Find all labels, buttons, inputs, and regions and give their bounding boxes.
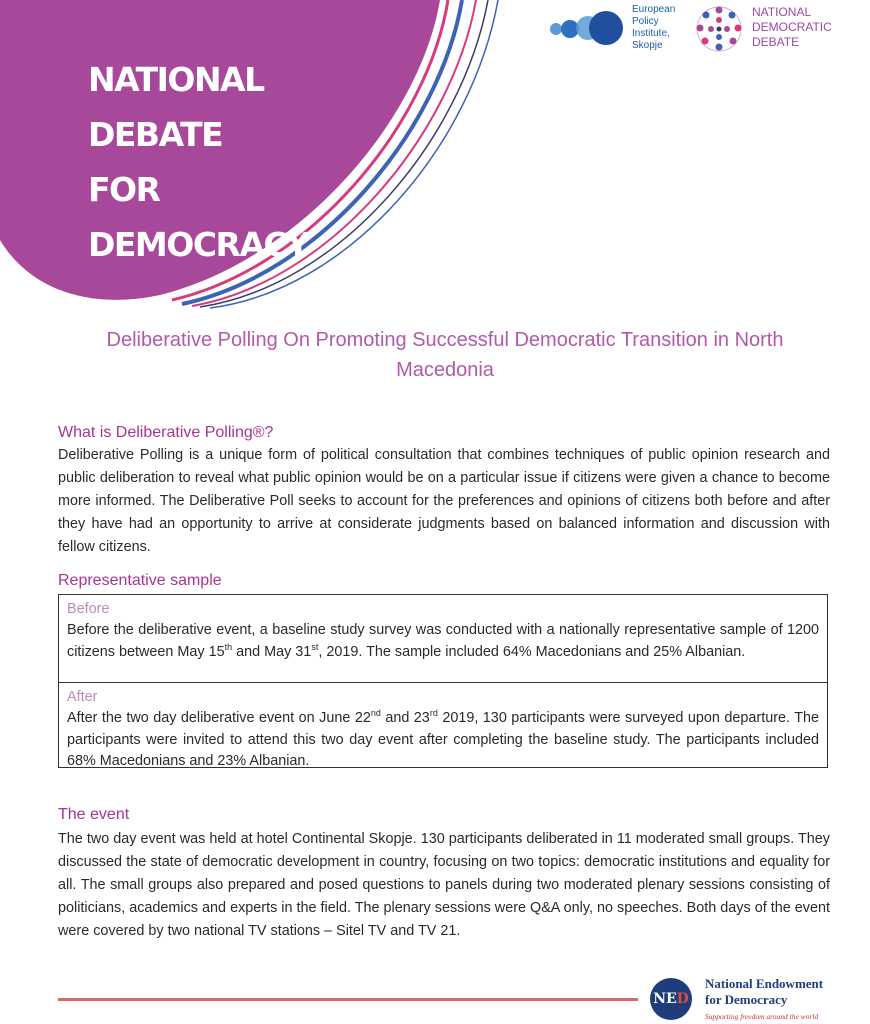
section-body-event: The two day event was held at hotel Continental Skopje. 130 participants deliberated in 11 moderated small groups. They discussed the state of democratic development in country, focusing on two topics: democratic institutions and equality for all. The small groups also prepared and posed questions to panels during two moderated plenary sessions consisting of politicians, academics and experts in the field. The plenary sessions were Q&A only, no speeches. Both days of the event were covered by two national TV stations – Sitel TV and TV 21. [58,831,830,939]
ned-logo-icon [650,978,692,1020]
after-text-part1: After the two day deliberative event on June 22 [67,710,371,726]
before-text-part3: , 2019. The sample included 64% Macedonians and 25% Albanian. [318,643,746,660]
section-heading-what: What is Deliberative Polling®? [58,424,274,441]
after-text-part2: and 23 [380,710,430,726]
section-body-what: Deliberative Polling is a unique form of political consultation that combines techniques of public opinion research and public deliberation to reveal what public opinion would be on a particular issue if citizens were given a chance to become more informed. The Deliberative Poll seeks to account for the preferences and opinions of citizens both before and after they have had an opportunity to arrive at considerate judgments based on balanced information and discussion with fellow citizens. [58,447,830,555]
epi-logo-mark-icon [544,6,629,50]
section-heading-sample: Representative sample [58,572,222,589]
epi-text-line2: Policy [632,16,659,27]
banner-title-line2: FOR DEMOCRACY [88,170,309,264]
ndd-logo-mark-icon [694,4,744,54]
epi-text-line3: Institute, [632,28,670,39]
ndd-logo-text [752,5,832,50]
before-text-part1: Before the deliberative event, a baseline study survey was conducted with a nationally representative sample of 1200 citizens between May 15 [67,622,819,660]
sample-table [58,594,828,768]
sample-before-cell [59,595,827,683]
before-text-part2: and May 31 [232,643,312,660]
ndd-text-line2: DEMOCRATIC [752,20,832,34]
ned-initials-a: NE [653,991,677,1007]
epi-text-line4: Skopje [632,40,663,51]
footer-divider [58,998,638,1001]
after-text-part3: 2019, 130 participants were surveyed upon departure. The participants were invited to attend this two day event after completing the baseline study. The participants included 68% Macedonians and 23% Albanian. [67,710,820,769]
before-sup1: th [224,641,233,652]
banner-title [88,52,348,272]
epi-text-line1: European [632,4,676,15]
ned-initials-b: D [676,991,689,1007]
sample-after-text [67,708,819,773]
section-heading-event: The event [58,806,130,823]
banner-title-line1: NATIONAL DEBATE [88,60,264,154]
before-sup2: st [311,641,319,652]
ndd-text-line1: NATIONAL [752,5,812,19]
sample-after-label: After [67,689,98,705]
sample-after-cell [59,683,827,769]
sample-before-text [67,620,819,663]
ned-name [705,976,823,1008]
ned-name-line2: for Democracy [705,992,788,1007]
after-sup2: rd [429,708,438,719]
epi-logo-text [632,4,675,52]
document-title: Deliberative Polling On Promoting Successful Democratic Transition in North Macedonia [106,329,784,381]
ned-name-line1: National Endowment [705,976,824,991]
sample-before-label: Before [67,601,110,617]
ndd-logo [694,4,864,56]
ndd-text-line3: DEBATE [752,35,800,49]
ned-tagline: Supporting freedom around the world [705,1012,819,1021]
epi-logo [544,4,689,56]
after-sup1: nd [370,708,381,719]
